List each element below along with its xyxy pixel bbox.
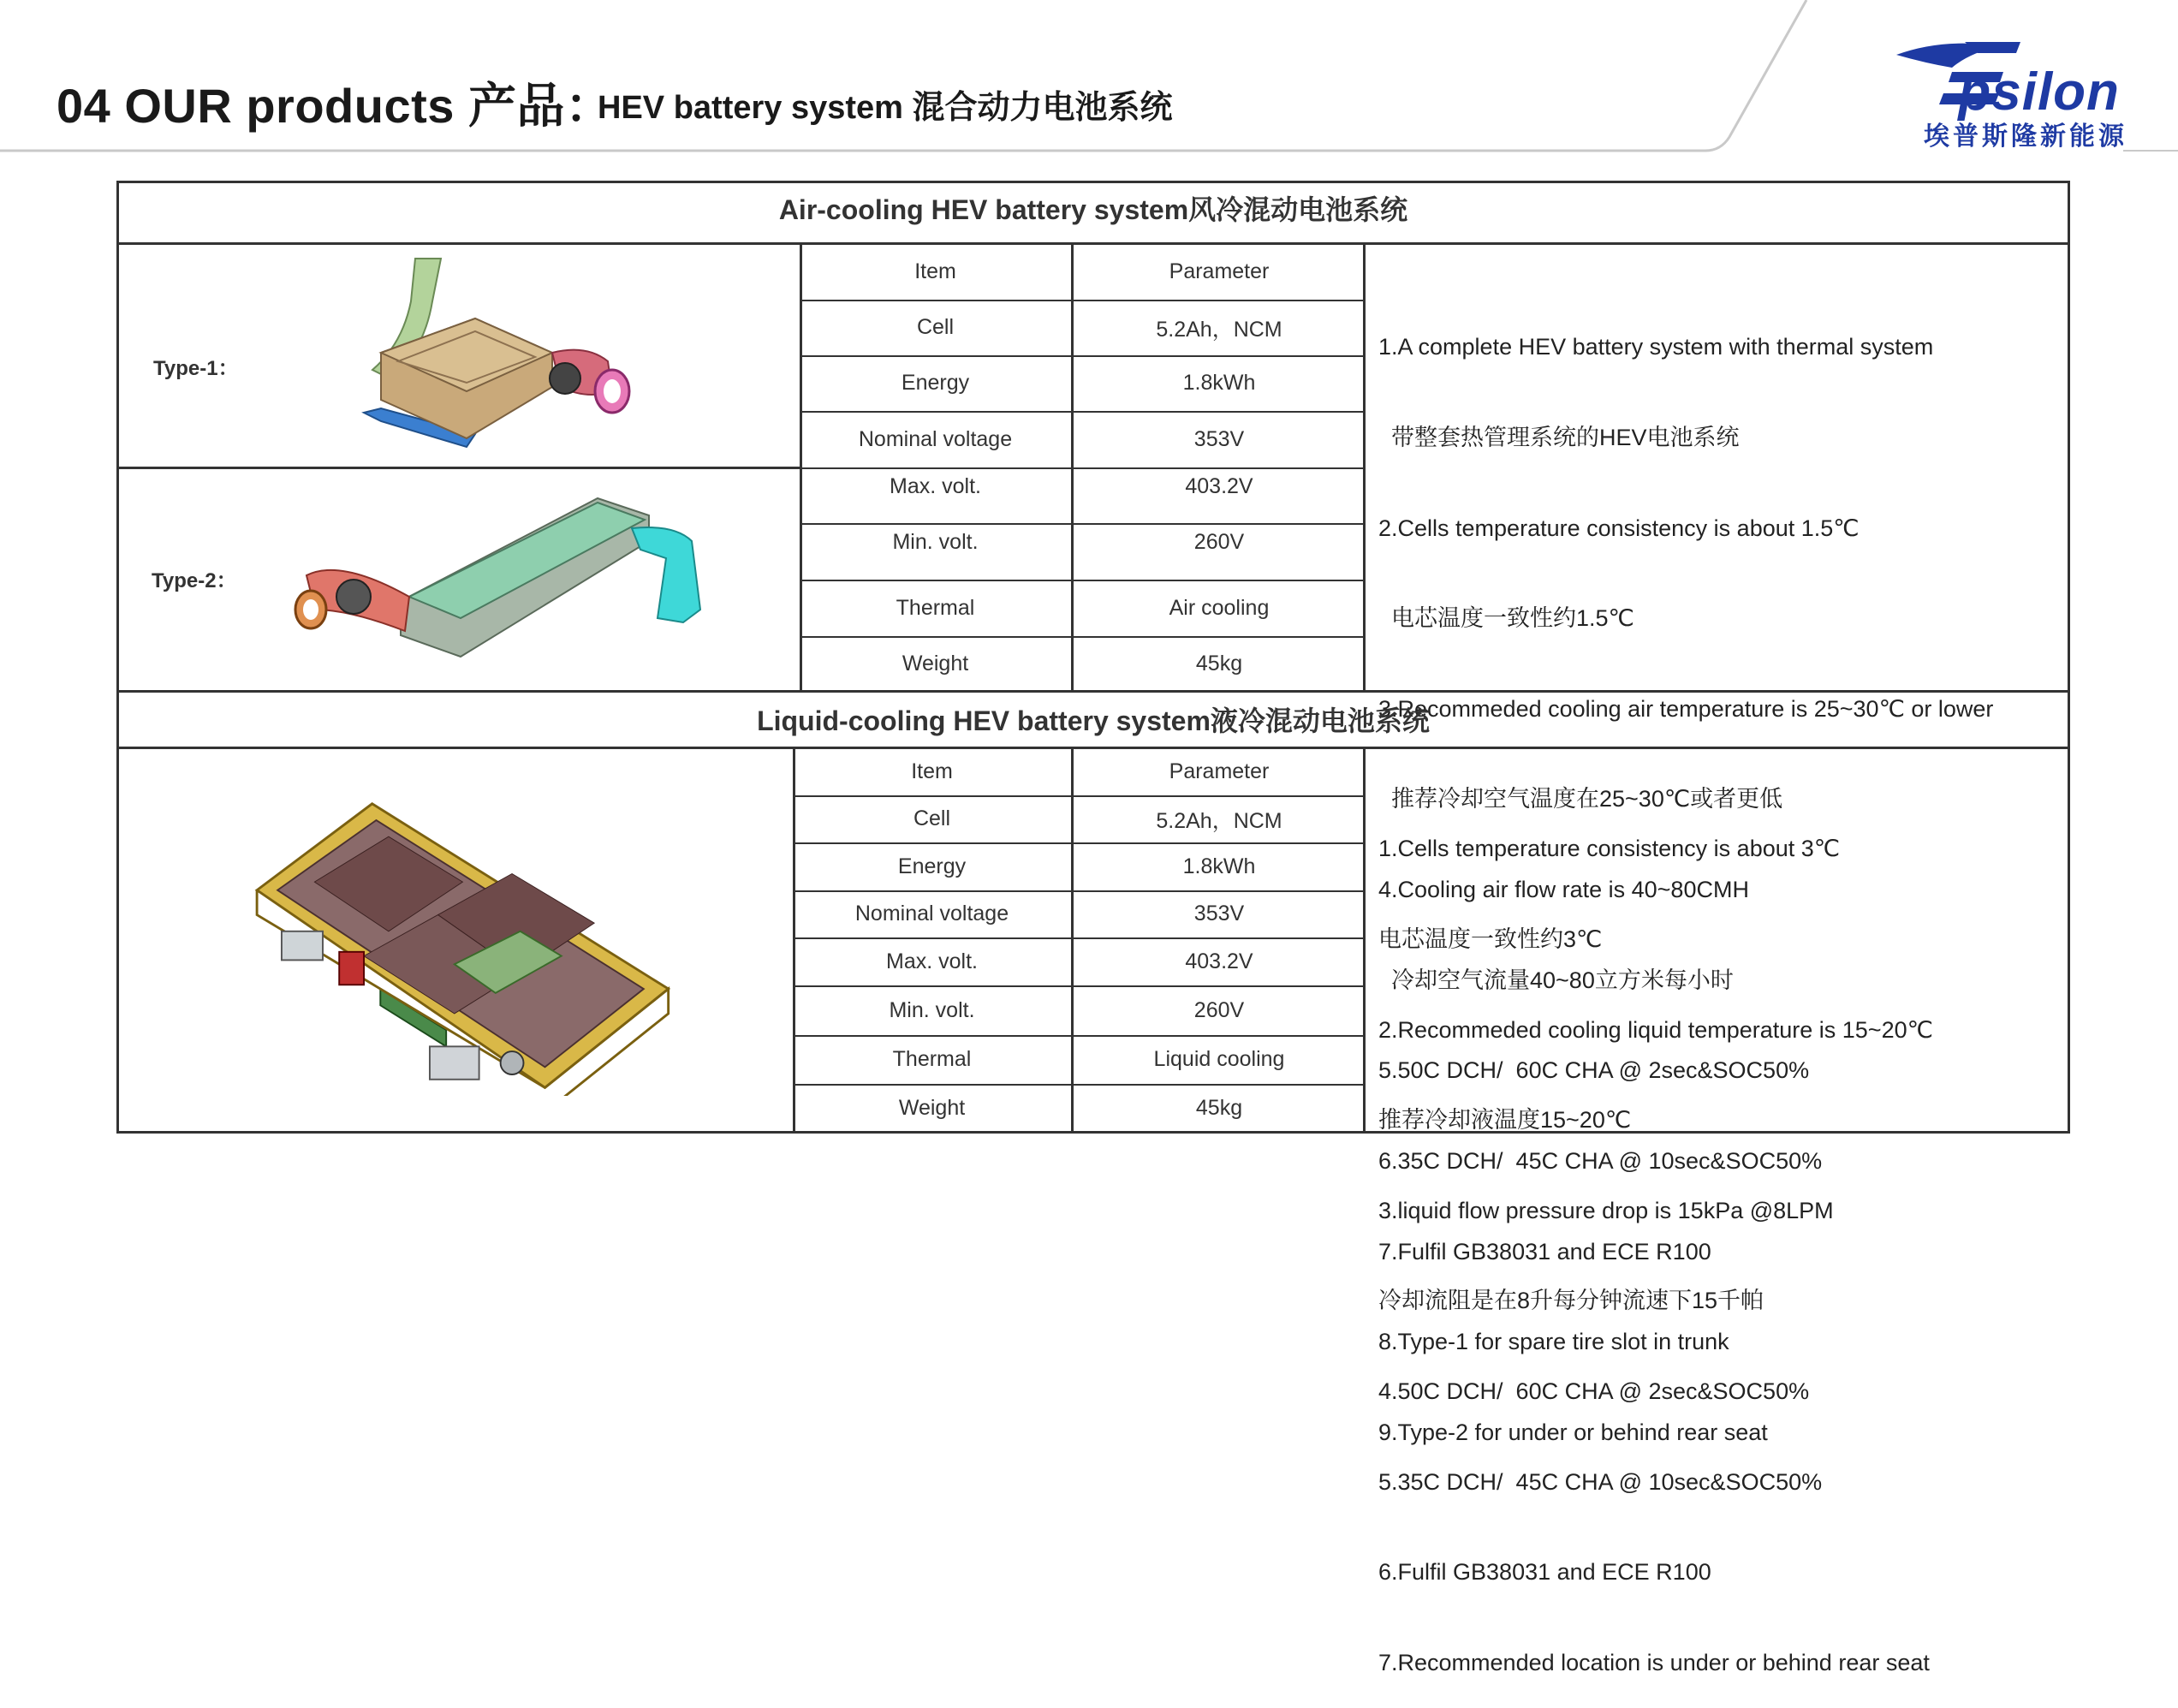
table-header-item: Item xyxy=(911,759,953,783)
type1-label: Type-1： xyxy=(153,357,239,380)
liquid-cooling-param-table xyxy=(793,747,1365,1133)
table-cell-value: 403.2V xyxy=(1185,949,1253,973)
note-line: 电芯温度一致性约1.5℃ xyxy=(1378,605,1634,632)
note-line: 冷却空气流量40~80立方米每小时 xyxy=(1378,967,1734,993)
table-cell-value: 45kg xyxy=(1195,1096,1243,1120)
table-cell-value: 1.8kWh xyxy=(1182,371,1256,395)
logo-wordmark: psilon xyxy=(1958,62,2120,122)
type1-battery-image xyxy=(330,250,638,473)
table-cell-value: Air cooling xyxy=(1169,595,1270,620)
note-line: 4.50C DCH/ 60C CHA @ 2sec&SOC50% xyxy=(1378,1378,1810,1405)
table-cell-item: Thermal xyxy=(896,595,975,620)
air-cooling-title: Air-cooling HEV battery system风冷混动电池系统 xyxy=(778,194,1408,225)
table-cell-item: Weight xyxy=(902,652,969,675)
table-cell-item: Min. volt. xyxy=(892,530,979,554)
note-line: 6.Fulfil GB38031 and ECE R100 xyxy=(1378,1559,1711,1586)
table-cell-item: Energy xyxy=(897,854,967,878)
table-cell-value: Liquid cooling xyxy=(1153,1047,1285,1071)
note-line: 3.liquid flow pressure drop is 15kPa @8LPM xyxy=(1378,1197,1834,1223)
note-line: 5.50C DCH/ 60C CHA @ 2sec&SOC50% xyxy=(1378,1057,1810,1084)
table-cell-value: 5.2Ah，NCM xyxy=(1156,808,1282,833)
liquid-cooling-title: Liquid-cooling HEV battery system液冷混动电池系统 xyxy=(757,705,1430,736)
table-cell-value: 45kg xyxy=(1195,652,1243,675)
table-cell-item: Nominal voltage xyxy=(854,902,1009,925)
table-cell-item: Cell xyxy=(913,806,951,830)
note-line: 9.Type-2 for under or behind rear seat xyxy=(1378,1419,1768,1445)
note-line: 1.Cells temperature consistency is about 3℃ xyxy=(1378,836,1841,862)
table-cell-item: Max. volt. xyxy=(890,474,981,498)
table-cell-item: Nominal voltage xyxy=(858,426,1013,451)
note-line: 6.35C DCH/ 45C CHA @ 10sec&SOC50% xyxy=(1378,1147,1823,1174)
note-line: 3.Recommeded cooling air temperature is 25~30℃ or lower xyxy=(1378,695,1994,722)
table-cell-value: 5.2Ah，NCM xyxy=(1156,317,1282,342)
note-line: 7.Recommended location is under or behind rear seat xyxy=(1378,1649,1930,1675)
table-header-item: Item xyxy=(914,259,956,283)
note-line: 5.35C DCH/ 45C CHA @ 10sec&SOC50% xyxy=(1378,1468,1823,1495)
note-line: 7.Fulfil GB38031 and ECE R100 xyxy=(1378,1238,1711,1265)
note-line: 1.A complete HEV battery system with thermal system xyxy=(1378,334,1934,360)
table-cell-item: Min. volt. xyxy=(889,997,975,1022)
note-line: 推荐冷却液温度15~20℃ xyxy=(1378,1107,1632,1134)
table-cell-value: 353V xyxy=(1193,426,1245,451)
note-line: 电芯温度一致性约3℃ xyxy=(1378,926,1603,953)
type2-battery-image xyxy=(289,481,735,678)
page-title: 04 OUR products 产品： xyxy=(57,79,614,133)
type2-label: Type-2： xyxy=(152,569,237,592)
note-line: 4.Cooling air flow rate is 40~80CMH xyxy=(1378,877,1749,903)
table-cell-value: 403.2V xyxy=(1185,474,1253,498)
table-cell-value: 353V xyxy=(1193,902,1245,925)
note-line: 2.Recommeded cooling liquid temperature is 15~20℃ xyxy=(1378,1016,1933,1043)
table-cell-item: Thermal xyxy=(892,1047,972,1071)
table-cell-value: 260V xyxy=(1193,530,1245,554)
page-subtitle: HEV battery system 混合动力电池系统 xyxy=(598,90,1173,126)
table-cell-value: 1.8kWh xyxy=(1182,854,1256,878)
table-header-parameter: Parameter xyxy=(1169,759,1270,783)
table-header-parameter: Parameter xyxy=(1169,259,1270,283)
table-cell-item: Cell xyxy=(916,315,955,339)
note-line: 带整套热管理系统的HEV电池系统 xyxy=(1378,425,1740,451)
note-line: 冷却流阻是在8升每分钟流速下15千帕 xyxy=(1378,1288,1764,1314)
table-cell-item: Weight xyxy=(898,1096,966,1120)
note-line: 2.Cells temperature consistency is about 1.5℃ xyxy=(1378,515,1860,541)
logo-chinese-name: 埃普斯隆新能源 xyxy=(1924,122,2127,151)
table-cell-item: Max. volt. xyxy=(886,949,978,973)
table-cell-item: Energy xyxy=(901,371,970,395)
liquid-cooling-battery-image xyxy=(248,800,693,1096)
liquid-cooling-notes xyxy=(1378,774,1933,1708)
note-line: 推荐冷却空气温度在25~30℃或者更低 xyxy=(1378,786,1783,812)
note-line: 8.Type-1 for spare tire slot in trunk xyxy=(1378,1329,1729,1355)
air-cooling-param-table xyxy=(800,243,1365,692)
table-cell-value: 260V xyxy=(1193,997,1245,1022)
